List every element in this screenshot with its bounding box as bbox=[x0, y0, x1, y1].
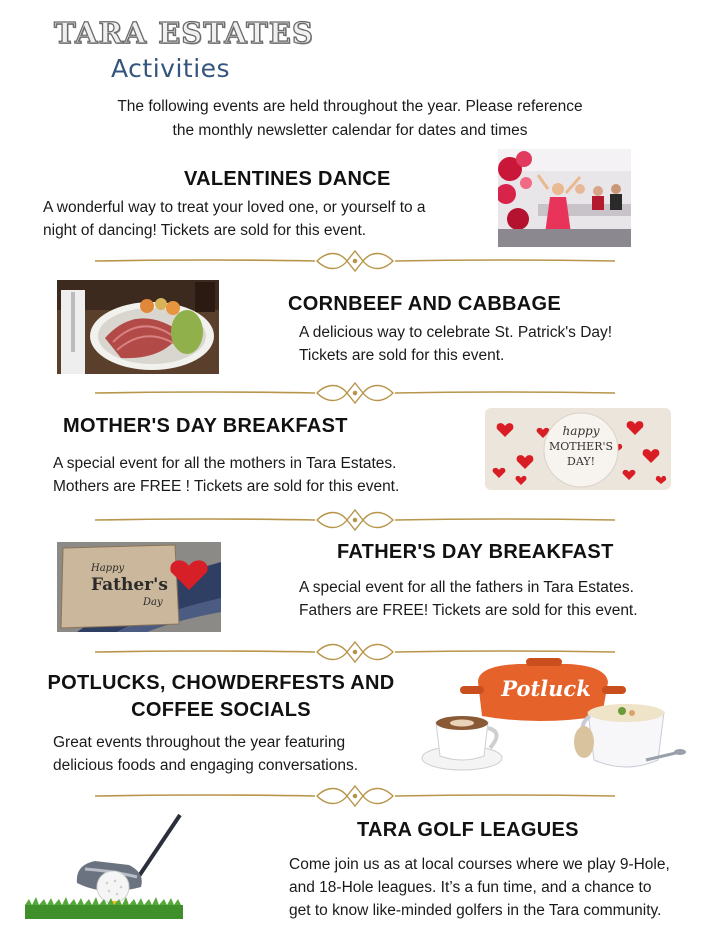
description-line: get to know like-minded golfers in the Tara community. bbox=[289, 902, 662, 919]
title-line: POTLUCKS, CHOWDERFESTS AND bbox=[47, 672, 395, 694]
mothers-day-description bbox=[53, 452, 399, 498]
title-line: COFFEE SOCIALS bbox=[131, 699, 311, 721]
ornamental-divider bbox=[95, 248, 615, 274]
potlucks-description bbox=[53, 731, 358, 777]
corned-beef-cabbage-photo bbox=[57, 280, 219, 374]
card-text-line: Happy bbox=[91, 563, 125, 574]
cornbeef-cabbage-title: CORNBEEF AND CABBAGE bbox=[288, 293, 562, 315]
fathers-day-card-photo bbox=[57, 542, 221, 632]
card-text-line: happy bbox=[562, 424, 600, 438]
page-subtitle: Activities bbox=[111, 54, 231, 83]
mothers-day-title: MOTHER'S DAY BREAKFAST bbox=[63, 415, 348, 437]
intro-line-1: The following events are held throughout the year. Please reference bbox=[117, 98, 583, 115]
description-line: A delicious way to celebrate St. Patrick's Day! bbox=[299, 324, 613, 341]
description-line: and 18-Hole leagues. It’s a fun time, and a chance to bbox=[289, 879, 652, 896]
description-line: Tickets are sold for this event. bbox=[299, 347, 505, 364]
description-line: A wonderful way to treat your loved one, or yourself to a bbox=[43, 199, 426, 216]
fathers-day-description bbox=[299, 576, 638, 622]
potlucks-title bbox=[34, 670, 408, 724]
golf-leagues-description bbox=[289, 853, 670, 922]
valentines-dance-description bbox=[43, 196, 426, 242]
description-line: Fathers are FREE! Tickets are sold for this event. bbox=[299, 602, 638, 619]
intro-line-2: the monthly newsletter calendar for dates and times bbox=[172, 122, 528, 139]
ornamental-divider bbox=[95, 507, 615, 533]
description-line: A special event for all the fathers in Tara Estates. bbox=[299, 579, 634, 596]
description-line: delicious foods and engaging conversations. bbox=[53, 757, 359, 774]
mothers-day-card-text bbox=[544, 424, 618, 469]
description-line: A special event for all the mothers in Tara Estates. bbox=[53, 455, 397, 472]
mothers-day-hearts-photo bbox=[485, 408, 671, 490]
intro-text bbox=[60, 95, 640, 143]
fathers-day-card-text bbox=[91, 560, 168, 611]
description-line: Come join us as at local courses where we play 9-Hole, bbox=[289, 856, 670, 873]
ornamental-divider bbox=[95, 783, 615, 809]
description-line: Mothers are FREE ! Tickets are sold for this event. bbox=[53, 478, 400, 495]
card-text-line: DAY! bbox=[567, 455, 595, 468]
card-text-line: Father's bbox=[91, 575, 168, 595]
card-text-line: MOTHER'S bbox=[548, 440, 614, 453]
card-text-line: Day bbox=[143, 597, 163, 608]
fathers-day-title: FATHER'S DAY BREAKFAST bbox=[337, 541, 614, 563]
description-line: night of dancing! Tickets are sold for this event. bbox=[43, 222, 367, 239]
valentines-dance-title: VALENTINES DANCE bbox=[184, 168, 391, 190]
golf-leagues-title: TARA GOLF LEAGUES bbox=[357, 819, 579, 841]
ornamental-divider bbox=[95, 380, 615, 406]
potluck-label: Potluck bbox=[501, 676, 591, 701]
potluck-coffee-chowder-illustration bbox=[418, 656, 686, 782]
golf-club-ball-photo bbox=[25, 813, 183, 919]
description-line: Great events throughout the year featuring bbox=[53, 734, 346, 751]
site-title: TARA ESTATES bbox=[54, 16, 314, 50]
cornbeef-cabbage-description bbox=[299, 321, 612, 367]
valentines-dance-photo bbox=[498, 149, 631, 247]
